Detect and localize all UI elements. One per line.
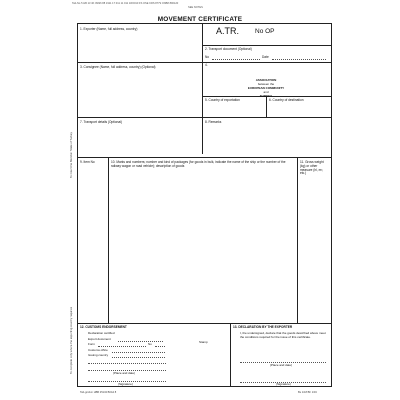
- assoc-line: EUROPEAN COMMUNITY: [247, 86, 285, 91]
- form-label: Form: [88, 342, 95, 346]
- customs-office-label: Customs office: [88, 348, 108, 352]
- dotted-line: [212, 59, 260, 60]
- transport-no-label: No: [205, 55, 210, 59]
- divider: [77, 117, 332, 118]
- divider: [77, 323, 332, 324]
- assoc-line: between the: [257, 82, 275, 87]
- divider: [297, 157, 298, 323]
- see-notes-label: SEE NOTES: [188, 6, 203, 9]
- export-document-label: Export document: [88, 337, 111, 341]
- box-description-label: 10. Marks and numbers; number and kind of packages (for goods in bulk, indicate the name of the ship or the number of the railway wagon or road vehicle); description of goods: [111, 160, 286, 168]
- customs-signature-label: (Signature): [118, 382, 133, 386]
- declaration-certified-label: Declaration certified: [88, 331, 115, 335]
- document-title: MOVEMENT CERTIFICATE: [157, 16, 243, 23]
- fine-print: Tab-No 5 HB 13 4K 09/96 88 1911 17 011 11 011 18/2010 FS OSE KRS 8779 ONB8 890120: [72, 2, 179, 5]
- stamp-label: Stamp: [199, 340, 208, 344]
- exporter-place-date-label: (Place and date): [270, 363, 293, 367]
- footer-left-code: Tab-grubvn HBB 25134 B0A2 8: [80, 391, 117, 394]
- side-note-upper: To insert the Member State of Turkey: [69, 132, 73, 178]
- assoc-line: TURKEY: [259, 94, 273, 99]
- box-remarks-label: 8. Remarks: [205, 120, 222, 124]
- issuing-country-label: Issuing country: [88, 353, 109, 357]
- dotted-line: [88, 363, 166, 364]
- assoc-line: ASSOCIATION: [255, 78, 277, 82]
- side-note-lower: To complete only where the exporting country requires: [69, 306, 73, 374]
- exporter-declaration-text: I, the undersigned, declare that the goods described above meet the conditions required for the issue of this certificate.: [240, 331, 326, 339]
- customs-place-date-label: (Place and date): [113, 371, 136, 375]
- divider: [77, 157, 332, 158]
- divider: [202, 45, 332, 46]
- certificate-number: No OP: [255, 28, 275, 35]
- box-item-no-label: 9. Item No: [80, 160, 95, 164]
- dotted-line: [112, 357, 165, 358]
- assoc-line: and: [263, 90, 269, 95]
- box-transport-details-label: 7. Transport details (Optional): [80, 120, 122, 124]
- dotted-line: [112, 352, 165, 353]
- dotted-line: [98, 346, 146, 347]
- box-country-exportation-label: 5. Country of exportation: [205, 98, 240, 102]
- divider: [108, 157, 109, 323]
- dotted-line: [155, 346, 165, 347]
- transport-date-label: Date: [262, 55, 269, 59]
- dotted-line: [272, 59, 326, 60]
- box-4-label: 4.: [205, 63, 208, 67]
- exporter-signature-label: (Signature): [276, 382, 291, 386]
- box-consignee-label: 3. Consignee (Name, full address, country) (Optional): [80, 65, 156, 69]
- customs-endorsement-title: 12. CUSTOMS ENDORSEMENT: [80, 325, 127, 329]
- box-exporter-label: 1. Exporter (Name, full address, country): [80, 27, 138, 31]
- dotted-line: [118, 341, 163, 342]
- form-no-label: No: [148, 342, 152, 346]
- exporter-declaration-title: 13. DECLARATION BY THE EXPORTER: [233, 325, 293, 329]
- atr-heading: A.TR.: [216, 26, 240, 36]
- box-gross-weight-label: 11. Gross weight (kg) or other measure (hl, m³, etc.): [300, 160, 324, 176]
- footer-right-code: Bu 1/18 BF 1/04: [298, 391, 317, 394]
- box-transport-document-label: 2. Transport document (Optional): [205, 47, 252, 51]
- divider: [230, 323, 231, 387]
- association-block: [202, 78, 330, 98]
- divider: [266, 96, 267, 117]
- box-country-destination-label: 6. Country of destination: [269, 98, 304, 102]
